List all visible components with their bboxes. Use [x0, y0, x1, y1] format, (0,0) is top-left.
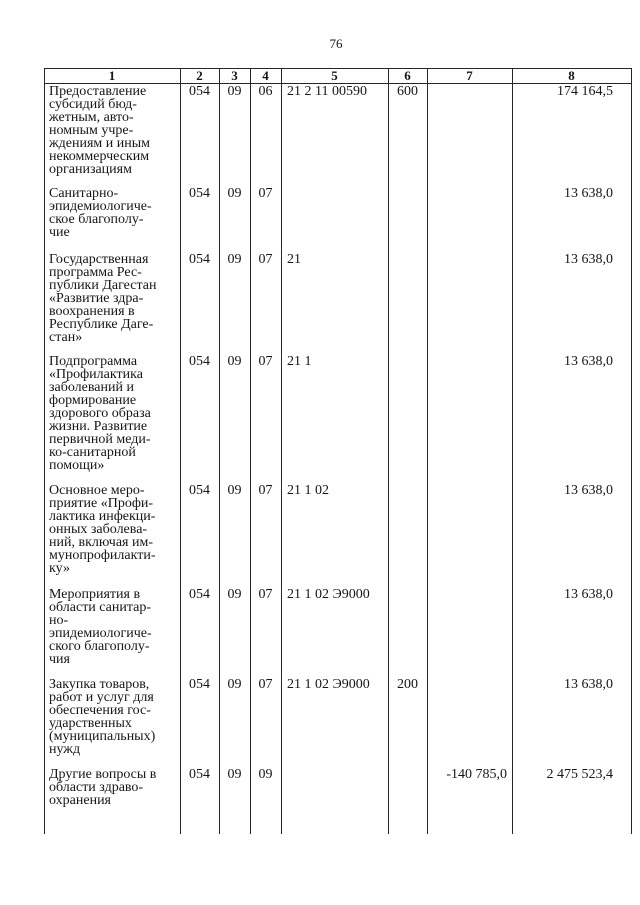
- column-divider: [219, 68, 220, 834]
- code-section: 09: [227, 677, 242, 692]
- column-header: 1: [108, 68, 116, 83]
- column-divider: [427, 68, 428, 834]
- code-subsection: 09: [258, 767, 273, 782]
- row-description: Основное меро- приятие «Профи- лактика инфекци- онных заболева- ний, включая им- мунопрофилакти- ку»: [49, 483, 156, 576]
- code-ministry: 054: [189, 587, 210, 602]
- amount-total: 13 638,0: [564, 483, 613, 498]
- amount-total: 13 638,0: [564, 354, 613, 369]
- column-divider: [512, 68, 513, 834]
- code-target-article: 21 1 02 Э9000: [287, 677, 370, 692]
- column-header: 5: [331, 68, 338, 83]
- amount-total: 13 638,0: [564, 587, 613, 602]
- amount-total: 13 638,0: [564, 677, 613, 692]
- column-divider: [281, 68, 282, 834]
- column-divider: [44, 68, 45, 834]
- code-section: 09: [227, 252, 242, 267]
- code-subsection: 07: [258, 677, 273, 692]
- column-divider: [180, 68, 181, 834]
- code-target-article: 21: [287, 252, 301, 267]
- code-ministry: 054: [189, 84, 210, 99]
- code-subsection: 07: [258, 483, 273, 498]
- column-header: 7: [466, 68, 473, 83]
- amount-total: 174 164,5: [557, 84, 613, 99]
- code-section: 09: [227, 354, 242, 369]
- code-subsection: 07: [258, 587, 273, 602]
- code-section: 09: [227, 186, 242, 201]
- code-section: 09: [227, 483, 242, 498]
- amount-total: 2 475 523,4: [546, 767, 613, 782]
- amount-total: 13 638,0: [564, 186, 613, 201]
- row-description: Санитарно- эпидемиологиче- ское благополу- чие: [49, 186, 152, 240]
- code-subsection: 07: [258, 252, 273, 267]
- row-description: Другие вопросы в области здраво- охранения: [49, 767, 157, 808]
- code-section: 09: [227, 84, 242, 99]
- column-header: 3: [231, 68, 238, 83]
- column-divider: [250, 68, 251, 834]
- code-subsection: 07: [258, 354, 273, 369]
- code-ministry: 054: [189, 767, 210, 782]
- code-subsection: 06: [258, 84, 273, 99]
- amount-change: -140 785,0: [446, 767, 507, 782]
- row-description: Государственная программа Рес- публики Дагестан «Развитие здра- воохранения в Республике Даге- стан»: [49, 252, 157, 345]
- code-target-article: 21 2 11 00590: [287, 84, 367, 99]
- code-subsection: 07: [258, 186, 273, 201]
- column-header: 8: [568, 68, 575, 83]
- code-target-article: 21 1 02: [287, 483, 329, 498]
- code-target-article: 21 1 02 Э9000: [287, 587, 370, 602]
- column-divider: [388, 68, 389, 834]
- code-expense-type: 200: [397, 677, 418, 692]
- code-ministry: 054: [189, 483, 210, 498]
- page-number: 76: [329, 36, 343, 51]
- code-ministry: 054: [189, 186, 210, 201]
- code-ministry: 054: [189, 354, 210, 369]
- row-description: Подпрограмма «Профилактика заболеваний и формирование здорового образа жизни. Развитие первичной меди- ко-санитарной помощи»: [49, 354, 151, 473]
- code-section: 09: [227, 767, 242, 782]
- row-description: Предоставление субсидий бюд- жетным, авто- номным учре- ждениям и иным некоммерческим организациям: [49, 84, 151, 177]
- column-header: 4: [262, 68, 269, 83]
- row-description: Мероприятия в области санитар- но- эпидемиологиче- ского благополу- чия: [49, 587, 152, 667]
- column-header: 2: [196, 68, 203, 83]
- code-section: 09: [227, 587, 242, 602]
- code-ministry: 054: [189, 252, 210, 267]
- code-target-article: 21 1: [287, 354, 312, 369]
- column-divider: [631, 68, 632, 834]
- amount-total: 13 638,0: [564, 252, 613, 267]
- code-expense-type: 600: [397, 84, 418, 99]
- row-description: Закупка товаров, работ и услуг для обеспечения гос- ударственных (муниципальных) нужд: [49, 677, 156, 757]
- column-header: 6: [404, 68, 411, 83]
- code-ministry: 054: [189, 677, 210, 692]
